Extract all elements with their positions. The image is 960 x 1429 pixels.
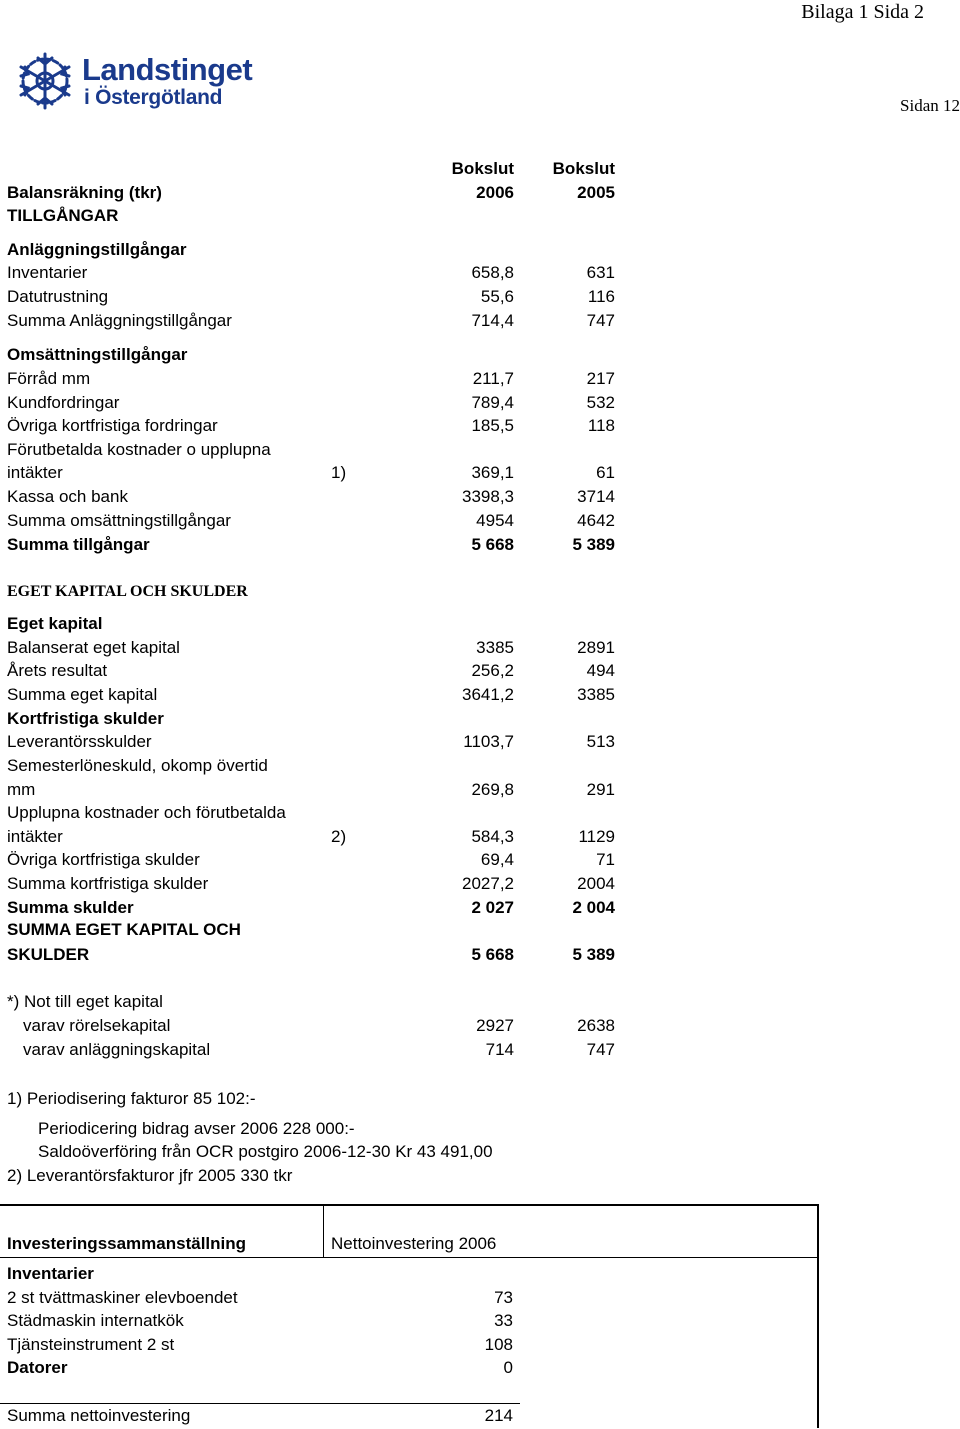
row-value-2006: 269,8 bbox=[471, 780, 514, 799]
item-label: Summa nettoinvestering bbox=[7, 1406, 191, 1425]
row-value-2006: 69,4 bbox=[480, 850, 514, 869]
row-label: Årets resultat bbox=[7, 661, 108, 680]
row-label-line-2: mm bbox=[7, 780, 36, 799]
row-label: Summa kortfristiga skulder bbox=[7, 874, 209, 893]
row-value-2006: 4954 bbox=[476, 511, 514, 530]
investment-table-right-border bbox=[817, 1204, 819, 1428]
item-value: 73 bbox=[494, 1288, 513, 1307]
row-value-2005: 513 bbox=[586, 732, 615, 751]
row-label-line-2: SKULDER bbox=[7, 945, 90, 964]
assets-heading: TILLGÅNGAR bbox=[7, 206, 119, 225]
column-header-bokslut-2005: Bokslut bbox=[552, 159, 615, 178]
row-value-2006: 2027,2 bbox=[462, 874, 514, 893]
year-2005: 2005 bbox=[577, 183, 615, 202]
investment-table-divider bbox=[323, 1204, 324, 1258]
investment-column-header: Nettoinvestering 2006 bbox=[331, 1234, 497, 1253]
item-value: 214 bbox=[484, 1406, 513, 1425]
balance-title: Balansräkning (tkr) bbox=[7, 183, 162, 202]
investment-header-underline bbox=[0, 1257, 819, 1258]
row-label: varav anläggningskapital bbox=[23, 1040, 211, 1059]
note-reference: 1) bbox=[331, 463, 347, 482]
row-value-2006: 2927 bbox=[476, 1016, 514, 1035]
page-number: Sidan 12 bbox=[900, 96, 960, 115]
row-value-2006: 714,4 bbox=[471, 311, 514, 330]
row-value-2006: 1103,7 bbox=[463, 732, 514, 751]
row-label: Datutrustning bbox=[7, 287, 109, 306]
row-value-2006: 714 bbox=[485, 1040, 514, 1059]
row-label: Övriga kortfristiga skulder bbox=[7, 850, 200, 869]
logo bbox=[12, 50, 282, 114]
row-label: Inventarier bbox=[7, 263, 88, 282]
row-label: Förråd mm bbox=[7, 369, 91, 388]
item-label: Städmaskin internatkök bbox=[7, 1311, 184, 1330]
row-label: Kassa och bank bbox=[7, 487, 128, 506]
column-header-bokslut-2006: Bokslut bbox=[451, 159, 514, 178]
row-value-2005: 494 bbox=[586, 661, 615, 680]
row-value-2006: 256,2 bbox=[471, 661, 514, 680]
item-label: Tjänsteinstrument 2 st bbox=[7, 1335, 175, 1354]
investment-table-top-border bbox=[0, 1204, 819, 1206]
row-value-2005: 631 bbox=[586, 263, 615, 282]
footnote-1-detail-b: Saldoöverföring från OCR postgiro 2006-12-30 Kr 43 491,00 bbox=[38, 1142, 493, 1161]
row-label: varav rörelsekapital bbox=[23, 1016, 171, 1035]
row-label-line-1: Upplupna kostnader och förutbetalda bbox=[7, 803, 286, 822]
row-value-2005: 2 004 bbox=[572, 898, 615, 917]
row-value-2005: 118 bbox=[587, 416, 615, 435]
row-value-2005: 3714 bbox=[577, 487, 615, 506]
equity-note-heading: *) Not till eget kapital bbox=[7, 992, 163, 1011]
row-label: Summa omsättningstillgångar bbox=[7, 511, 231, 530]
row-label-line-2: intäkter bbox=[7, 463, 63, 482]
snowflake-emblem-icon bbox=[12, 50, 78, 112]
investment-total-line bbox=[0, 1403, 520, 1404]
row-value-2005: 532 bbox=[586, 393, 615, 412]
row-value-2005: 3385 bbox=[577, 685, 615, 704]
year-2006: 2006 bbox=[476, 183, 514, 202]
row-value-2005: 1129 bbox=[578, 827, 615, 846]
investment-title: Investeringssammanställning bbox=[7, 1234, 247, 1253]
row-value-2005: 61 bbox=[596, 463, 615, 482]
row-value-2006: 3641,2 bbox=[462, 685, 514, 704]
row-value-2005: 4642 bbox=[577, 511, 615, 530]
row-value-2006: 2 027 bbox=[471, 898, 514, 917]
item-label: Datorer bbox=[7, 1358, 68, 1377]
row-label-line-2: intäkter bbox=[7, 827, 63, 846]
row-label-line-1: Förutbetalda kostnader o upplupna bbox=[7, 440, 271, 459]
row-value-2005: 291 bbox=[586, 780, 615, 799]
row-value-2005: 5 389 bbox=[572, 535, 615, 554]
row-label: Kundfordringar bbox=[7, 393, 120, 412]
short-term-liabilities-heading: Kortfristiga skulder bbox=[7, 709, 164, 728]
footnote-1-detail-a: Periodicering bidrag avser 2006 228 000:- bbox=[38, 1119, 355, 1138]
row-value-2006: 55,6 bbox=[480, 287, 514, 306]
row-label: Summa eget kapital bbox=[7, 685, 158, 704]
row-value-2005: 2891 bbox=[577, 638, 615, 657]
row-label: Balanserat eget kapital bbox=[7, 638, 180, 657]
row-value-2006: 211,7 bbox=[472, 369, 514, 388]
row-label: Övriga kortfristiga fordringar bbox=[7, 416, 218, 435]
row-label: Summa tillgångar bbox=[7, 535, 150, 554]
row-value-2006: 185,5 bbox=[471, 416, 514, 435]
fixed-assets-heading: Anläggningstillgångar bbox=[7, 240, 187, 259]
row-value-2006: 3398,3 bbox=[462, 487, 514, 506]
item-value: 108 bbox=[484, 1335, 513, 1354]
row-value-2005: 217 bbox=[586, 369, 615, 388]
current-assets-heading: Omsättningstillgångar bbox=[7, 345, 188, 364]
footnote-1: 1) Periodisering fakturor 85 102:- bbox=[7, 1089, 256, 1108]
note-reference: 2) bbox=[331, 827, 347, 846]
row-label-line-1: Semesterlöneskuld, okomp övertid bbox=[7, 756, 268, 775]
row-label-line-1: SUMMA EGET KAPITAL OCH bbox=[7, 920, 241, 939]
row-label: Summa Anläggningstillgångar bbox=[7, 311, 232, 330]
logo-line-2: i Östergötland bbox=[84, 86, 223, 109]
equity-heading: Eget kapital bbox=[7, 614, 103, 633]
row-value-2006: 584,3 bbox=[471, 827, 514, 846]
row-value-2006: 5 668 bbox=[471, 945, 514, 964]
row-value-2005: 116 bbox=[587, 287, 615, 306]
logo-line-1: Landstinget bbox=[82, 52, 253, 87]
row-value-2005: 71 bbox=[596, 850, 615, 869]
item-value: 0 bbox=[503, 1358, 513, 1377]
row-value-2006: 5 668 bbox=[471, 535, 514, 554]
row-value-2006: 658,8 bbox=[471, 263, 514, 282]
footnote-2: 2) Leverantörsfakturor jfr 2005 330 tkr bbox=[7, 1166, 293, 1185]
item-value: 33 bbox=[494, 1311, 513, 1330]
row-value-2006: 369,1 bbox=[471, 463, 514, 482]
row-value-2005: 5 389 bbox=[572, 945, 615, 964]
row-value-2006: 789,4 bbox=[471, 393, 514, 412]
row-value-2005: 747 bbox=[586, 311, 615, 330]
equity-liabilities-heading: EGET KAPITAL OCH SKULDER bbox=[7, 583, 248, 600]
row-value-2005: 747 bbox=[586, 1040, 615, 1059]
item-label: 2 st tvättmaskiner elevboendet bbox=[7, 1288, 238, 1307]
investment-category: Inventarier bbox=[7, 1264, 94, 1283]
row-value-2005: 2004 bbox=[577, 874, 615, 893]
row-value-2006: 3385 bbox=[476, 638, 514, 657]
row-label: Summa skulder bbox=[7, 898, 134, 917]
attachment-page-label: Bilaga 1 Sida 2 bbox=[801, 1, 924, 23]
row-label: Leverantörsskulder bbox=[7, 732, 152, 751]
row-value-2005: 2638 bbox=[577, 1016, 615, 1035]
